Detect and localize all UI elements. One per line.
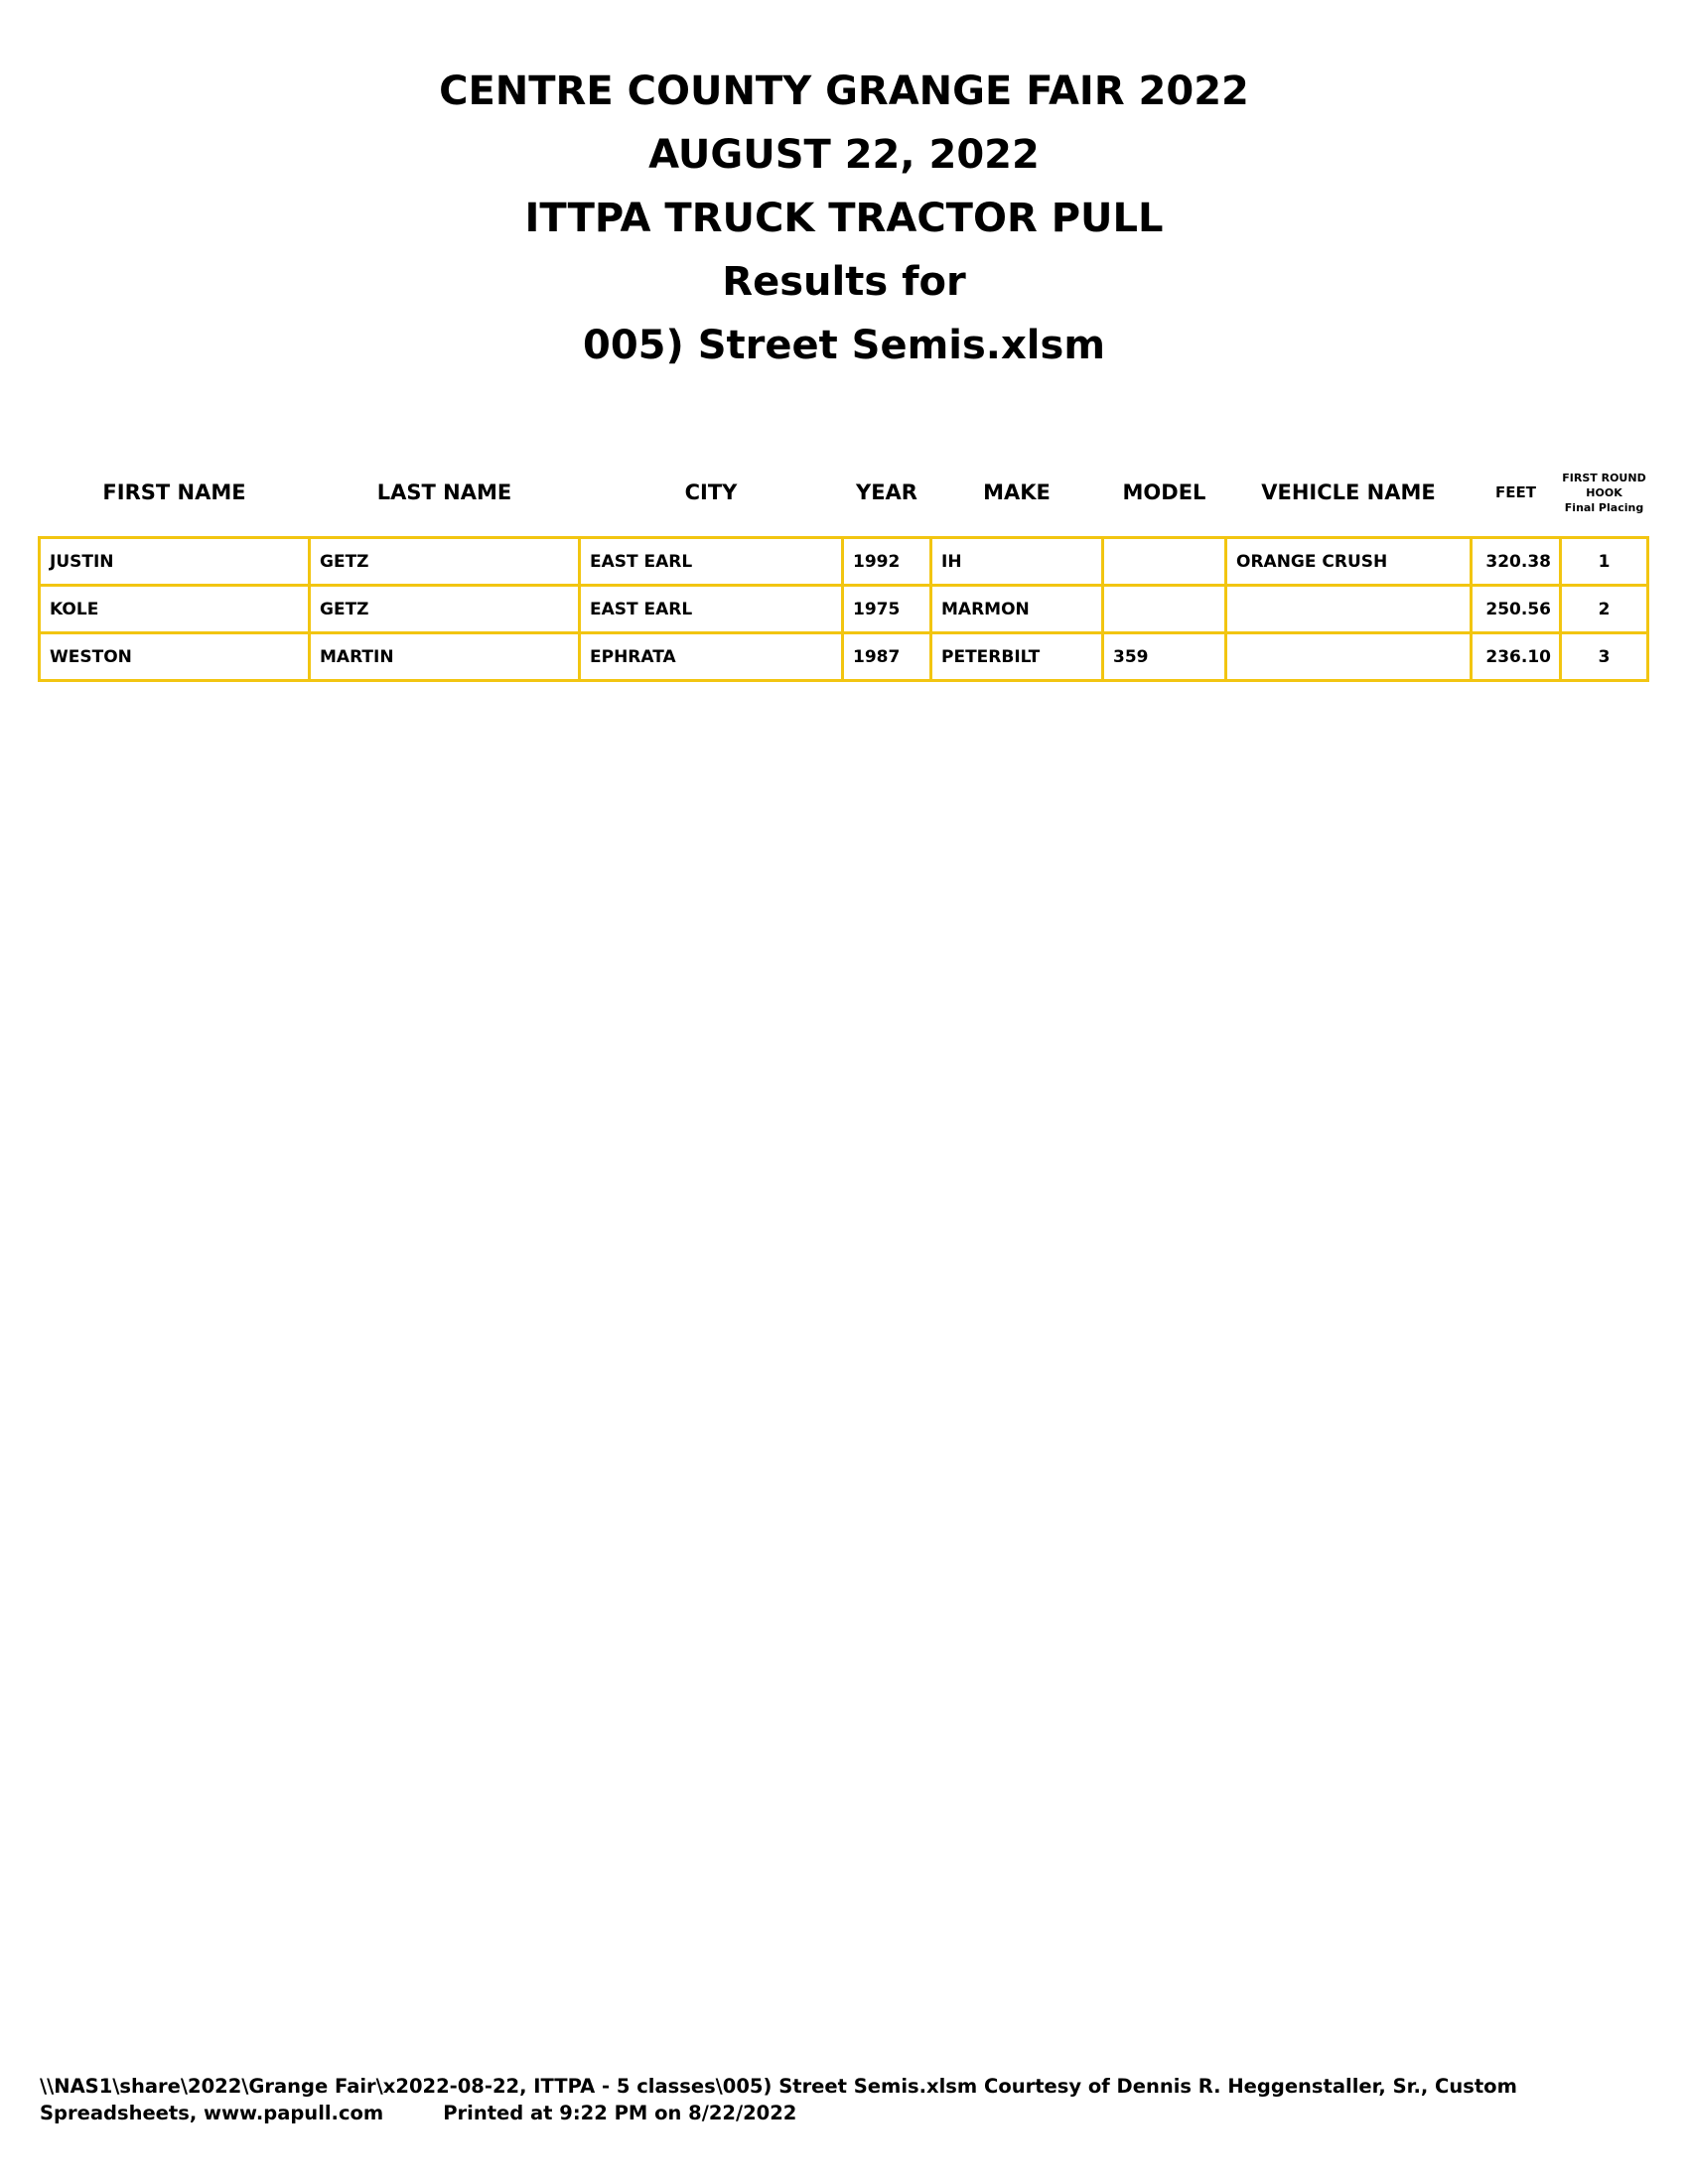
print-footer [40,2073,1648,2126]
footer-file-path: \\NAS1\share\2022\Grange Fair\x2022-08-22, ITTPA - 5 classes\005) Street Semis.xlsm Courtesy of Dennis R. Heggenstaller, Sr., Custom [40,2075,1517,2098]
cell-feet: 236.10 [1472,633,1561,681]
cell-year: 1975 [843,586,931,633]
event-title: CENTRE COUNTY GRANGE FAIR 2022 [439,68,1249,114]
table-spacer [40,528,1648,538]
col-header-city: CITY [684,480,738,504]
cell-placing: 1 [1561,538,1648,586]
cell-model [1103,586,1226,633]
cell-placing: 2 [1561,586,1648,633]
cell-last-name: GETZ [310,538,580,586]
col-header-placing-line3: Final Placing [1564,500,1644,514]
cell-feet: 320.38 [1472,538,1561,586]
table-header-row [40,457,1648,528]
footer-website: Spreadsheets, www.papull.com [40,2102,384,2124]
col-header-placing-line2: HOOK [1586,485,1622,499]
col-header-feet: FEET [1495,483,1536,501]
cell-first-name: WESTON [40,633,310,681]
event-date: AUGUST 22, 2022 [648,132,1040,178]
cell-last-name: GETZ [310,586,580,633]
cell-first-name: JUSTIN [40,538,310,586]
cell-make: IH [931,538,1103,586]
col-header-last-name: LAST NAME [376,480,512,504]
col-header-model: MODEL [1122,480,1206,504]
cell-vehicle-name: ORANGE CRUSH [1226,538,1472,586]
cell-vehicle-name [1226,633,1472,681]
event-name: ITTPA TRUCK TRACTOR PULL [524,196,1164,241]
cell-last-name: MARTIN [310,633,580,681]
cell-placing: 3 [1561,633,1648,681]
cell-vehicle-name [1226,586,1472,633]
cell-feet: 250.56 [1472,586,1561,633]
cell-city: EAST EARL [580,538,843,586]
cell-model [1103,538,1226,586]
table-row [40,538,1648,586]
class-file-name: 005) Street Semis.xlsm [583,323,1105,368]
results-table [38,457,1649,682]
col-header-placing-line1: FIRST ROUND [1562,471,1646,484]
footer-credit-line [40,2100,1648,2126]
col-header-vehicle-name: VEHICLE NAME [1261,480,1436,504]
col-header-make: MAKE [983,480,1051,504]
cell-make: MARMON [931,586,1103,633]
report-title [0,60,1688,377]
cell-year: 1992 [843,538,931,586]
col-header-year: YEAR [856,480,917,504]
results-for-label: Results for [722,259,966,305]
footer-printed-at: Printed at 9:22 PM on 8/22/2022 [443,2102,797,2124]
cell-year: 1987 [843,633,931,681]
cell-make: PETERBILT [931,633,1103,681]
col-header-placing [1561,457,1648,528]
table-row [40,586,1648,633]
cell-first-name: KOLE [40,586,310,633]
cell-city: EAST EARL [580,586,843,633]
cell-model: 359 [1103,633,1226,681]
table-row [40,633,1648,681]
cell-city: EPHRATA [580,633,843,681]
col-header-first-name: FIRST NAME [102,480,246,504]
